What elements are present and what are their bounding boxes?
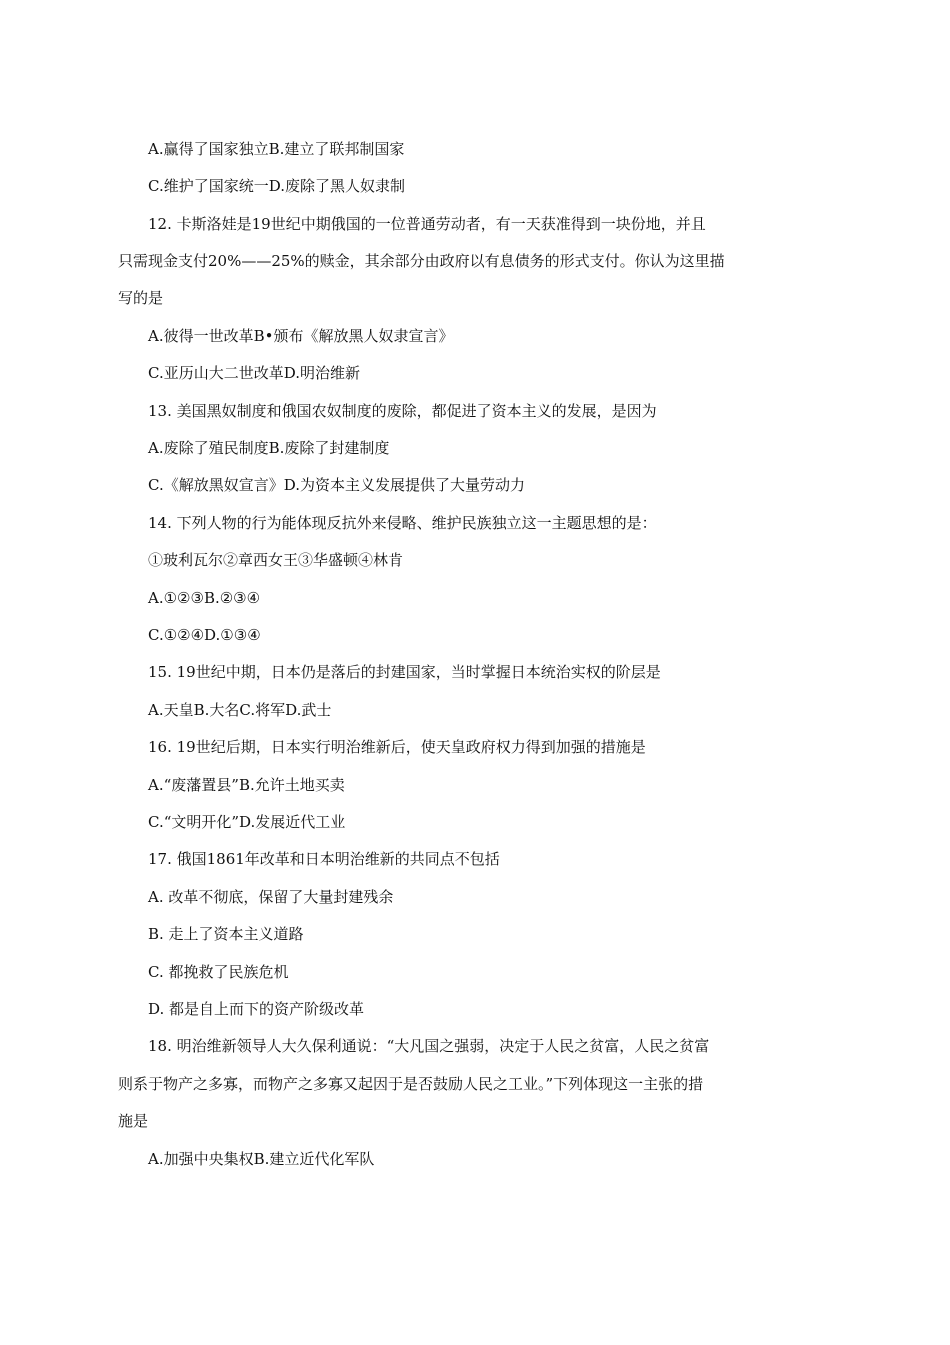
q16-stem: 16. 19世纪后期，日本实行明治维新后，使天皇政府权力得到加强的措施是: [148, 738, 646, 756]
q17-option-c: C. 都挽救了民族危机: [148, 963, 289, 981]
q12-option-cd: C.亚历山大二世改革D.明治维新: [148, 364, 360, 382]
q15-options: A.天皇B.大名C.将军D.武士: [148, 701, 332, 719]
q17-option-d: D. 都是自上而下的资产阶级改革: [148, 1000, 365, 1018]
q18-option-ab: A.加强中央集权B.建立近代化军队: [148, 1150, 375, 1168]
q14-stem: 14. 下列人物的行为能体现反抗外来侵略、维护民族独立这一主题思想的是：: [148, 514, 657, 532]
q13-option-cd: C.《解放黑奴宣言》D.为资本主义发展提供了大量劳动力: [148, 476, 525, 494]
q16-option-cd: C.“文明开化”D.发展近代工业: [148, 813, 346, 831]
q18-stem-line-3: 施是: [118, 1112, 149, 1130]
q14-items: ①玻利瓦尔②章西女王③华盛顿④林肯: [148, 551, 404, 569]
q11-option-ab: A.赢得了国家独立B.建立了联邦制国家: [148, 140, 405, 158]
q12-option-ab: A.彼得一世改革B•颁布《解放黑人奴隶宣言》: [148, 327, 454, 345]
q13-stem: 13. 美国黑奴制度和俄国农奴制度的废除，都促进了资本主义的发展，是因为: [148, 402, 657, 420]
q13-option-ab: A.废除了殖民制度B.废除了封建制度: [148, 439, 390, 457]
q12-stem-line-3: 写的是: [118, 289, 164, 307]
q17-stem: 17. 俄国1861年改革和日本明治维新的共同点不包括: [148, 850, 500, 868]
q12-stem-line-2: 只需现金支付20%——25%的赎金，其余部分由政府以有息债务的形式支付。你认为这里描: [118, 252, 725, 270]
q17-option-a: A. 改革不彻底，保留了大量封建残余: [148, 888, 394, 906]
q11-option-cd: C.维护了国家统一D.废除了黑人奴隶制: [148, 177, 405, 195]
q17-option-b: B. 走上了资本主义道路: [148, 925, 304, 943]
q18-stem-line-1: 18. 明治维新领导人大久保利通说：“大凡国之强弱，决定于人民之贫富，人民之贫富: [148, 1037, 710, 1055]
q14-option-cd: C.①②④D.①③④: [148, 626, 261, 644]
q15-stem: 15. 19世纪中期，日本仍是落后的封建国家，当时掌握日本统治实权的阶层是: [148, 663, 661, 681]
q16-option-ab: A.“废藩置县”B.允许土地买卖: [148, 776, 345, 794]
q14-option-ab: A.①②③B.②③④: [148, 589, 261, 607]
q12-stem-line-1: 12. 卡斯洛娃是19世纪中期俄国的一位普通劳动者，有一天获准得到一块份地，并且: [148, 215, 706, 233]
q18-stem-line-2: 则系于物产之多寡，而物产之多寡又起因于是否鼓励人民之工业。”下列体现这一主张的措: [118, 1075, 704, 1093]
